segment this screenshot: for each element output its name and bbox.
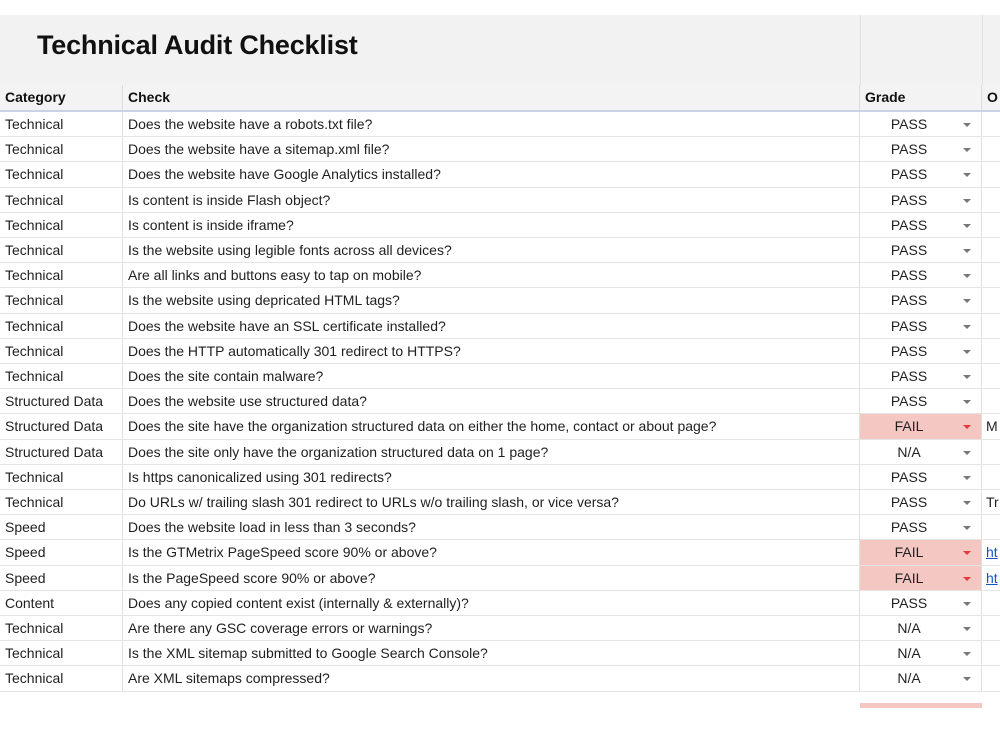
grade-value: PASS	[890, 267, 928, 284]
grade-value: PASS	[890, 141, 928, 158]
table-row	[0, 389, 1000, 414]
table-row	[0, 364, 1000, 389]
category-cell[interactable]: Structured Data	[0, 414, 123, 438]
grade-dropdown[interactable]	[860, 288, 982, 312]
grade-value: N/A	[897, 443, 921, 460]
grade-dropdown[interactable]	[860, 515, 982, 539]
check-cell[interactable]: Does the website have Google Analytics installed?	[123, 162, 860, 186]
check-cell[interactable]: Is the XML sitemap submitted to Google Search Console?	[123, 641, 860, 665]
table-row	[0, 566, 1000, 591]
other-cell[interactable]	[982, 339, 1000, 363]
category-cell[interactable]: Technical	[0, 641, 123, 665]
check-cell[interactable]: Does the website load in less than 3 seconds?	[123, 515, 860, 539]
grade-value: PASS	[890, 368, 928, 384]
category-cell[interactable]: Content	[0, 591, 123, 615]
grade-dropdown[interactable]	[860, 112, 982, 136]
spreadsheet	[0, 15, 1000, 705]
category-cell[interactable]: Technical	[0, 213, 123, 237]
dropdown-arrow-icon[interactable]	[963, 627, 971, 631]
category-cell[interactable]: Technical	[0, 314, 123, 338]
category-cell[interactable]: Technical	[0, 465, 123, 489]
check-cell[interactable]: Does the website have a sitemap.xml file?	[123, 137, 860, 161]
table-row	[0, 591, 1000, 616]
check-cell[interactable]: Do URLs w/ trailing slash 301 redirect to URLs w/o trailing slash, or vice versa?	[123, 490, 860, 514]
table-row	[0, 188, 1000, 213]
category-cell[interactable]: Technical	[0, 339, 123, 363]
dropdown-arrow-icon[interactable]	[963, 148, 971, 152]
column-divider	[982, 15, 983, 85]
grade-dropdown[interactable]	[860, 339, 982, 363]
grade-dropdown[interactable]	[860, 263, 982, 287]
dropdown-arrow-icon[interactable]	[963, 299, 971, 303]
other-cell[interactable]	[982, 389, 1000, 413]
table-row	[0, 490, 1000, 515]
other-cell[interactable]	[982, 213, 1000, 237]
dropdown-arrow-icon[interactable]	[963, 526, 971, 530]
check-cell[interactable]: Is the PageSpeed score 90% or above?	[123, 566, 860, 590]
sheet-title[interactable]: Technical Audit Checklist	[37, 30, 358, 60]
grade-dropdown[interactable]	[860, 566, 982, 590]
grade-value: PASS	[890, 468, 928, 485]
dropdown-arrow-icon[interactable]	[963, 123, 971, 127]
other-cell[interactable]	[982, 440, 1000, 464]
grade-dropdown[interactable]	[860, 137, 982, 161]
grade-value: N/A	[897, 670, 921, 687]
check-cell[interactable]: Are all links and buttons easy to tap on mobile?	[123, 263, 860, 287]
other-cell[interactable]	[982, 364, 1000, 388]
category-cell[interactable]: Technical	[0, 666, 123, 690]
check-cell[interactable]: Does any copied content exist (internally & externally)?	[123, 591, 860, 615]
grade-dropdown[interactable]	[860, 490, 982, 514]
other-cell[interactable]	[982, 465, 1000, 489]
grade-value: PASS	[890, 594, 928, 611]
check-cell[interactable]: Is https canonicalized using 301 redirects?	[123, 465, 860, 489]
dropdown-arrow-icon[interactable]	[963, 451, 971, 455]
other-cell[interactable]	[982, 263, 1000, 287]
check-cell[interactable]: Does the website have an SSL certificate installed?	[123, 314, 860, 338]
check-cell[interactable]: Does the site have the organization structured data on either the home, contact or about page?	[123, 414, 860, 438]
category-cell[interactable]: Speed	[0, 515, 123, 539]
other-cell[interactable]	[982, 641, 1000, 665]
check-cell[interactable]: Does the site only have the organization structured data on 1 page?	[123, 440, 860, 464]
dropdown-arrow-icon[interactable]	[963, 652, 971, 656]
grade-dropdown[interactable]	[860, 188, 982, 212]
grade-value: PASS	[890, 116, 928, 132]
other-cell[interactable]	[982, 666, 1000, 690]
category-cell[interactable]: Technical	[0, 364, 123, 388]
grade-dropdown[interactable]	[860, 238, 982, 262]
grade-dropdown[interactable]	[860, 389, 982, 413]
grade-dropdown[interactable]	[860, 591, 982, 615]
check-cell[interactable]: Is the website using depricated HTML tags?	[123, 288, 860, 312]
other-cell[interactable]	[982, 414, 1000, 438]
table-row	[0, 641, 1000, 666]
table-row	[0, 440, 1000, 465]
table-row	[0, 314, 1000, 339]
check-cell[interactable]: Does the site contain malware?	[123, 364, 860, 388]
check-cell[interactable]: Does the website use structured data?	[123, 389, 860, 413]
dropdown-arrow-icon[interactable]	[963, 173, 971, 177]
dropdown-arrow-icon[interactable]	[963, 551, 971, 555]
table-row	[0, 339, 1000, 364]
column-divider	[860, 15, 861, 85]
header-check[interactable]: Check	[123, 85, 860, 110]
dropdown-arrow-icon[interactable]	[963, 199, 971, 203]
dropdown-arrow-icon[interactable]	[963, 425, 971, 429]
grade-dropdown[interactable]	[860, 162, 982, 186]
dropdown-arrow-icon[interactable]	[963, 501, 971, 505]
check-cell[interactable]: Is the GTMetrix PageSpeed score 90% or above?	[123, 540, 860, 564]
other-cell[interactable]	[982, 288, 1000, 312]
grade-value: FAIL	[894, 569, 924, 586]
other-cell[interactable]	[982, 238, 1000, 262]
table-row	[0, 666, 1000, 691]
other-cell[interactable]	[982, 591, 1000, 615]
other-cell[interactable]	[982, 490, 1000, 514]
grade-value: PASS	[890, 191, 928, 208]
dropdown-arrow-icon[interactable]	[963, 577, 971, 581]
grade-value: PASS	[890, 519, 928, 536]
header-row	[0, 85, 1000, 112]
category-cell[interactable]: Technical	[0, 162, 123, 186]
grade-value: PASS	[890, 242, 928, 258]
grade-dropdown[interactable]	[860, 213, 982, 237]
other-cell[interactable]	[982, 540, 1000, 564]
category-cell[interactable]: Technical	[0, 137, 123, 161]
grade-value: PASS	[890, 317, 928, 334]
check-cell[interactable]: Does the website have a robots.txt file?	[123, 112, 860, 136]
dropdown-arrow-icon[interactable]	[963, 325, 971, 329]
other-cell[interactable]	[982, 314, 1000, 338]
other-cell[interactable]	[982, 566, 1000, 590]
grade-dropdown[interactable]	[860, 364, 982, 388]
other-cell[interactable]	[982, 515, 1000, 539]
table-row	[0, 112, 1000, 137]
dropdown-arrow-icon[interactable]	[963, 274, 971, 278]
grade-value: N/A	[897, 620, 921, 636]
check-cell[interactable]: Is content is inside iframe?	[123, 213, 860, 237]
check-cell[interactable]: Are XML sitemaps compressed?	[123, 666, 860, 690]
link-text[interactable]: ht	[986, 569, 998, 586]
category-cell[interactable]: Technical	[0, 188, 123, 212]
table-row	[0, 213, 1000, 238]
header-other[interactable]: O	[987, 89, 998, 105]
table-row	[0, 414, 1000, 439]
category-cell[interactable]: Technical	[0, 288, 123, 312]
dropdown-arrow-icon[interactable]	[963, 400, 971, 404]
dropdown-arrow-icon[interactable]	[963, 476, 971, 480]
partial-row	[0, 703, 1000, 709]
table-row	[0, 616, 1000, 641]
check-cell[interactable]: Does the HTTP automatically 301 redirect to HTTPS?	[123, 339, 860, 363]
grade-value: FAIL	[894, 544, 924, 561]
grade-value: PASS	[890, 393, 928, 410]
dropdown-arrow-icon[interactable]	[963, 602, 971, 606]
grade-value: N/A	[897, 645, 921, 662]
category-cell[interactable]: Speed	[0, 566, 123, 590]
other-cell[interactable]	[982, 137, 1000, 161]
dropdown-arrow-icon[interactable]	[963, 224, 971, 228]
grade-value: PASS	[890, 292, 928, 309]
grade-value: PASS	[890, 494, 928, 510]
link-text[interactable]: ht	[986, 544, 998, 561]
dropdown-arrow-icon[interactable]	[963, 375, 971, 379]
grade-value: PASS	[890, 342, 928, 359]
other-text: Tr	[986, 494, 999, 510]
category-cell[interactable]: Structured Data	[0, 440, 123, 464]
title-row	[0, 15, 1000, 86]
category-cell[interactable]: Technical	[0, 112, 123, 136]
grade-value: PASS	[890, 216, 928, 233]
grade-dropdown[interactable]	[860, 314, 982, 338]
grade-dropdown[interactable]	[860, 616, 982, 640]
category-cell[interactable]: Structured Data	[0, 389, 123, 413]
grade-dropdown[interactable]	[860, 540, 982, 564]
table-row	[0, 263, 1000, 288]
partial-grade-cell	[860, 703, 982, 708]
table-row	[0, 540, 1000, 565]
grade-value: PASS	[890, 166, 928, 183]
check-cell[interactable]: Is content is inside Flash object?	[123, 188, 860, 212]
table-row	[0, 288, 1000, 313]
grade-dropdown[interactable]	[860, 465, 982, 489]
other-text: M	[986, 418, 998, 435]
check-cell[interactable]: Is the website using legible fonts across all devices?	[123, 238, 860, 262]
category-cell[interactable]: Technical	[0, 263, 123, 287]
grade-dropdown[interactable]	[860, 440, 982, 464]
header-grade[interactable]: Grade	[860, 85, 982, 110]
table-row	[0, 465, 1000, 490]
dropdown-arrow-icon[interactable]	[963, 350, 971, 354]
category-cell[interactable]: Technical	[0, 490, 123, 514]
table-row	[0, 515, 1000, 540]
grade-dropdown[interactable]	[860, 641, 982, 665]
dropdown-arrow-icon[interactable]	[963, 677, 971, 681]
category-cell[interactable]: Technical	[0, 238, 123, 262]
grade-dropdown[interactable]	[860, 666, 982, 690]
category-cell[interactable]: Speed	[0, 540, 123, 564]
grade-value: FAIL	[894, 418, 924, 435]
check-cell[interactable]: Are there any GSC coverage errors or warnings?	[123, 616, 860, 640]
other-cell[interactable]	[982, 162, 1000, 186]
table-row	[0, 137, 1000, 162]
table-row	[0, 238, 1000, 263]
dropdown-arrow-icon[interactable]	[963, 249, 971, 253]
grade-dropdown[interactable]	[860, 414, 982, 438]
other-cell[interactable]	[982, 616, 1000, 640]
other-cell[interactable]	[982, 188, 1000, 212]
table-row	[0, 162, 1000, 187]
other-cell[interactable]	[982, 112, 1000, 136]
category-cell[interactable]: Technical	[0, 616, 123, 640]
header-category[interactable]: Category	[0, 85, 123, 110]
